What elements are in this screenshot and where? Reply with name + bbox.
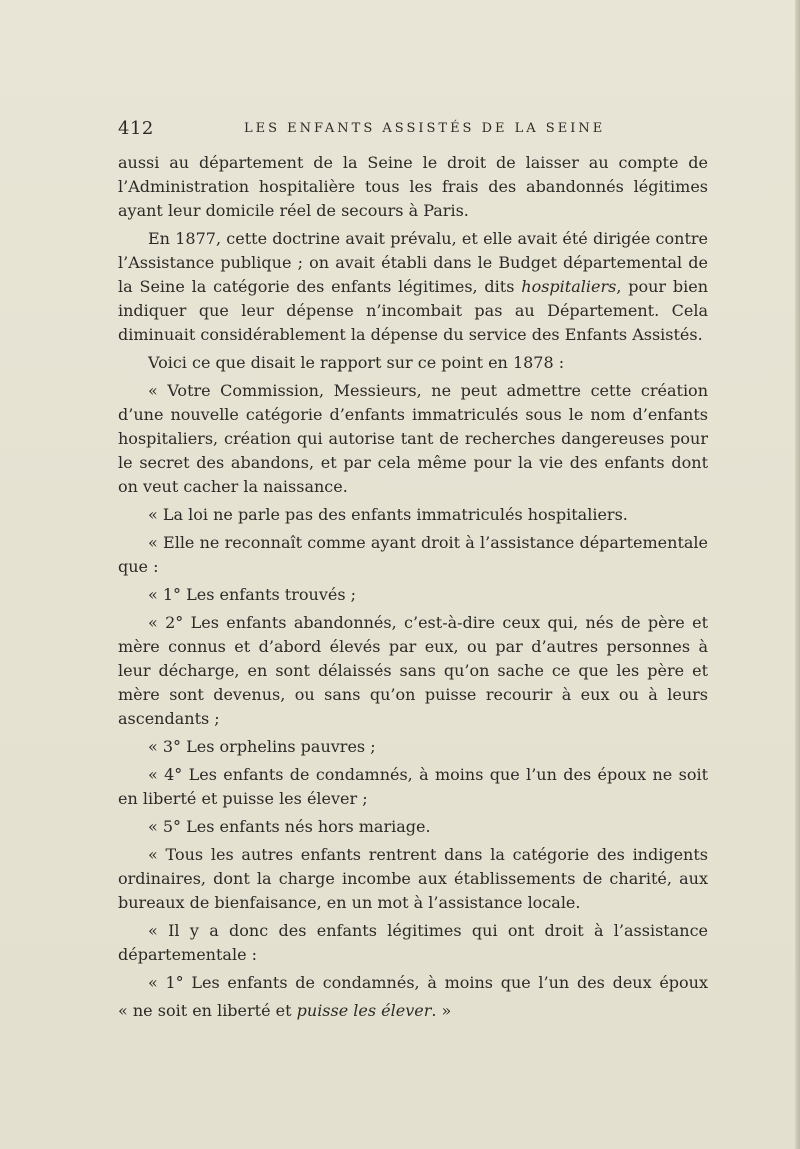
- quote-paragraph: « La loi ne parle pas des enfants immatriculés hospitaliers.: [148, 505, 628, 524]
- list-item: « 4° Les enfants de condamnés, à moins que l’un des époux ne soit en liberté et puisse les élever ;: [118, 765, 708, 808]
- text-run: . »: [431, 1001, 452, 1020]
- quote-paragraph: « Il y a donc des enfants légitimes qui ont droit à l’assistance départementale :: [118, 921, 708, 964]
- paragraph: Voici ce que disait le rapport sur ce point en 1878 :: [148, 353, 565, 372]
- text-run: « ne soit en liberté et: [118, 1001, 297, 1020]
- list-item: « 3° Les orphelins pauvres ;: [148, 737, 376, 756]
- text-run: , pour bien indiquer que leur dépense n’incombait pas au Département. Cela diminuait considérablement la dépense du service des Enfants Assistés.: [118, 277, 709, 344]
- list-item: « 1° Les enfants trouvés ;: [148, 585, 357, 604]
- list-item: « 5° Les enfants nés hors mariage.: [148, 817, 431, 836]
- list-item: « 1° Les enfants de condamnés, à moins que l’un des deux époux: [148, 973, 708, 992]
- list-item: « 2° Les enfants abandonnés, c’est-à-dire ceux qui, nés de père et mère connus et d’abord élevés par eux, ou par d’autres personnes à leur décharge, en sont délaissés sans qu’on sache ce que les père et mère sont devenus, ou sans qu’on puisse recourir à eux ou à leurs ascendants ;: [118, 613, 708, 728]
- paragraph: aussi au département de la Seine le droit de laisser au compte de l’Administration hospitalière tous les frais des abandonnés légitimes ayant leur domicile réel de secours à Paris.: [118, 153, 708, 220]
- text-run: En 1877, cette doctrine avait prévalu, et elle avait été dirigée contre l’Assistance publique ; on avait établi dans le Budget départemental de la Seine la catégorie des enfants légitimes, dits: [118, 229, 708, 296]
- list-item-continuation: [118, 999, 708, 1023]
- quote-paragraph: « Elle ne reconnaît comme ayant droit à l’assistance départementale que :: [118, 533, 708, 576]
- italic-term: hospitaliers: [521, 277, 617, 296]
- page-header: [118, 118, 708, 142]
- running-title: LES ENFANTS ASSISTÉS DE LA SEINE: [244, 121, 606, 136]
- quote-paragraph: « Tous les autres enfants rentrent dans la catégorie des indigents ordinaires, dont la charge incombe aux établissements de charité, aux bureaux de bienfaisance, en un mot à l’assistance locale.: [118, 845, 708, 912]
- page-number: 412: [118, 118, 154, 139]
- paragraph: [118, 227, 708, 347]
- body-text: [118, 151, 708, 1027]
- page-edge: [795, 0, 800, 1149]
- quote-paragraph: « Votre Commission, Messieurs, ne peut admettre cette création d’une nouvelle catégorie d’enfants immatriculés sous le nom d’enfants hospitaliers, création qui autorise tant de recherches dangereuses pour le secret des abandons, et par cela même pour la vie des enfants dont on veut cacher la naissance.: [118, 381, 708, 496]
- italic-phrase: puisse les élever: [296, 1001, 432, 1020]
